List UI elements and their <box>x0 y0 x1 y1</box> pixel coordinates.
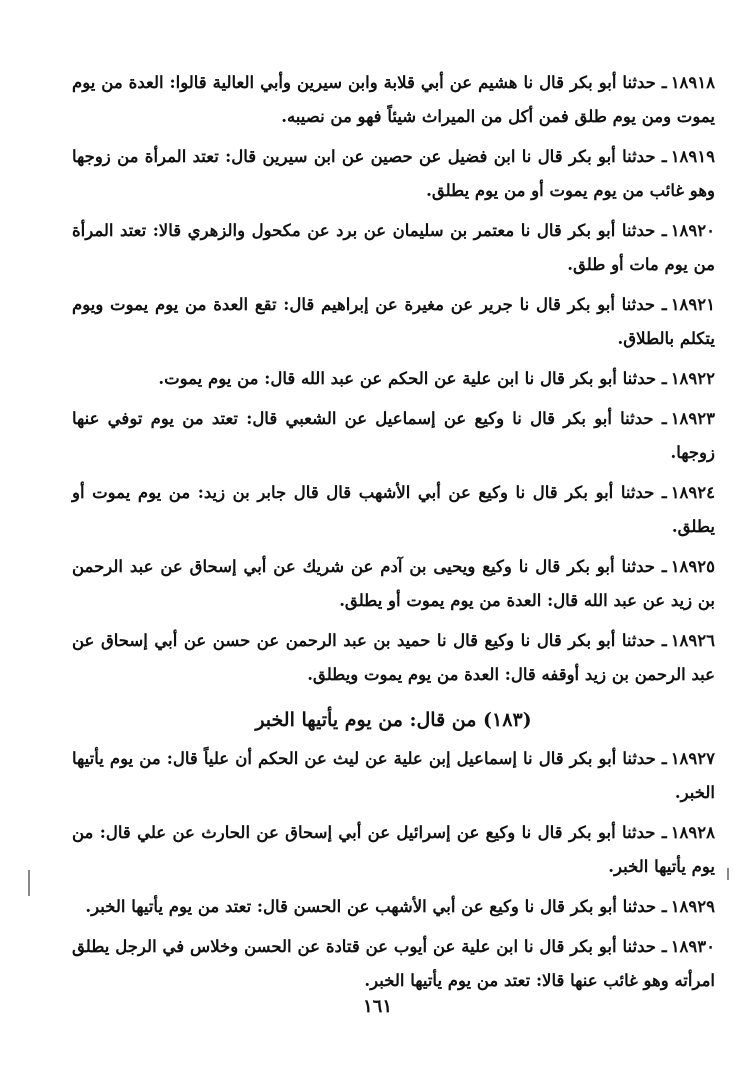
hadith-paragraph <box>72 816 715 884</box>
hadith-text: ـ حدثنا أبو بكر قال نا وكيع عن إسماعيل عن الشعبي قال: تعتد من يوم توفي عنها زوجها. <box>72 409 715 462</box>
hadith-text: ـ حدثنا أبو بكر قال نا وكيع ويحيى بن آدم عن شريك عن أبي إسحاق عن عبد الرحمن بن زيد عن عبد الله قال: العدة من يوم يموت أو يطلق. <box>72 557 715 610</box>
paragraphs-after <box>72 742 715 998</box>
hadith-text: ـ حدثنا أبو بكر قال نا ابن علية عن أيوب عن قتادة عن الحسن وخلاس في الرجل يطلق امرأته وهو غائب عنها قالا: تعتد من يوم يأتيها الخبر. <box>72 937 715 990</box>
hadith-paragraph <box>72 476 715 544</box>
hadith-text: ـ حدثنا أبو بكر قال نا ابن علية عن الحكم عن عبد الله قال: من يوم يموت. <box>158 369 667 388</box>
margin-mark <box>28 870 30 896</box>
hadith-paragraph <box>72 362 715 396</box>
page-body <box>72 66 715 1004</box>
hadith-paragraph <box>72 742 715 810</box>
hadith-number: ١٨٩١٩ <box>670 147 715 166</box>
hadith-paragraph <box>72 66 715 134</box>
hadith-paragraph <box>72 930 715 998</box>
hadith-number: ١٨٩٢٧ <box>670 749 715 768</box>
hadith-text: ـ حدثنا أبو بكر قال نا جرير عن مغيرة عن إبراهيم قال: تقع العدة من يوم يموت ويوم يتكلم بالطلاق. <box>72 295 715 348</box>
hadith-number: ١٨٩٢٦ <box>670 631 715 650</box>
hadith-number: ١٨٩١٨ <box>670 73 715 92</box>
hadith-number: ١٨٩٢١ <box>670 295 715 314</box>
page-number: ١٦١ <box>362 996 392 1017</box>
hadith-text: ـ حدثنا أبو بكر قال نا هشيم عن أبي قلابة وابن سيرين وأبي العالية قالوا: العدة من يوم يموت ومن يوم طلق فمن أكل من الميراث شيئاً فهو من نصيبه. <box>72 73 715 126</box>
hadith-number: ١٨٩٢٤ <box>670 483 715 502</box>
hadith-number: ١٨٩٢٨ <box>670 823 715 842</box>
hadith-text: ـ حدثنا أبو بكر قال نا إسماعيل إبن علية عن ليث عن الحكم أن علياً قال: من يوم يأتيها الخبر. <box>72 749 715 802</box>
hadith-text: ـ حدثنا أبو بكر قال نا وكيع عن أبي الأشهب قال قال جابر بن زيد: من يوم يموت أو يطلق. <box>72 483 715 536</box>
paragraphs-before <box>72 66 715 692</box>
hadith-number: ١٨٩٣٠ <box>670 937 715 956</box>
hadith-paragraph <box>72 288 715 356</box>
hadith-paragraph <box>72 550 715 618</box>
chapter-title: (١٨٣) من قال: من يوم يأتيها الخبر <box>255 709 532 731</box>
hadith-text: ـ حدثنا أبو بكر قال نا وكيع قال نا حميد بن عبد الرحمن عن حسن عن أبي إسحاق عن عبد الرحمن بن زيد أوقفه قال: العدة من يوم يموت ويطلق. <box>72 631 715 684</box>
hadith-number: ١٨٩٢٢ <box>670 369 715 388</box>
hadith-paragraph <box>72 140 715 208</box>
hadith-number: ١٨٩٢٥ <box>670 557 715 576</box>
margin-mark <box>727 868 729 880</box>
hadith-text: ـ حدثنا أبو بكر قال نا وكيع عن أبي الأشهب عن الحسن قال: تعتد من يوم يأتيها الخبر. <box>85 897 667 916</box>
hadith-number: ١٨٩٢٣ <box>670 409 715 428</box>
hadith-number: ١٨٩٢٩ <box>670 897 715 916</box>
hadith-paragraph <box>72 890 715 924</box>
hadith-paragraph <box>72 402 715 470</box>
hadith-text: ـ حدثنا أبو بكر قال نا ابن فضيل عن حصين عن ابن سيرين قال: تعتد المرأة من زوجها وهو غائب من يوم يموت أو من يوم يطلق. <box>72 147 715 200</box>
hadith-number: ١٨٩٢٠ <box>670 221 715 240</box>
hadith-paragraph <box>72 624 715 692</box>
hadith-text: ـ حدثنا أبو بكر قال نا وكيع عن إسرائيل عن أبي إسحاق عن الحارث عن علي قال: من يوم يأتيها الخبر. <box>72 823 715 876</box>
hadith-paragraph <box>72 214 715 282</box>
hadith-text: ـ حدثنا أبو بكر قال نا معتمر بن سليمان عن برد عن مكحول والزهري قالا: تعتد المرأة من يوم مات أو طلق. <box>72 221 715 274</box>
